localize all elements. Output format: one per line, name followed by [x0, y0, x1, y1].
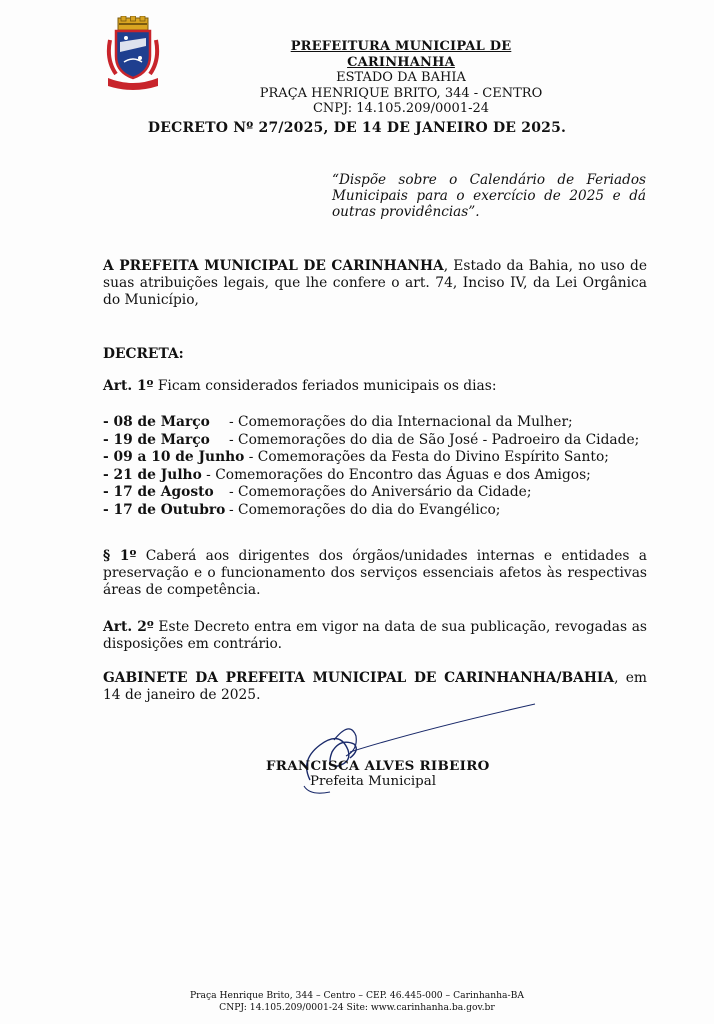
article-1-label: Art. 1º	[103, 378, 154, 394]
holiday-description: - Comemorações do dia Internacional da Mulher;	[229, 414, 573, 430]
holiday-description: - Comemorações do Encontro das Águas e dos Amigos;	[201, 466, 591, 483]
footer-address: Praça Henrique Brito, 344 – Centro – CEP. 46.445-000 – Carinhanha-BA	[189, 990, 525, 1001]
article-1-text: Ficam considerados feriados municipais os dias:	[153, 378, 497, 394]
holiday-date: - 17 de Agosto	[103, 484, 214, 500]
paragraph-1-text: Caberá aos dirigentes dos órgãos/unidades internas e entidades a preservação e o funcionamento dos serviços essenciais afetos às respectivas áreas de competência.	[103, 548, 647, 598]
municipal-crest-logo	[104, 16, 162, 94]
article-2-label: Art. 2º	[103, 619, 154, 635]
preamble-bold: A PREFEITA MUNICIPAL DE CARINHANHA	[103, 258, 444, 274]
org-address: PRAÇA HENRIQUE BRITO, 344 - CENTRO	[259, 85, 543, 101]
decreta-heading: DECRETA:	[103, 346, 184, 362]
holiday-date: - 08 de Março	[103, 414, 210, 430]
org-name: PREFEITURA MUNICIPAL DE CARINHANHA	[290, 39, 512, 70]
closing-text: , em 14 de janeiro de 2025.	[103, 670, 647, 703]
holiday-description: - Comemorações da Festa do Divino Espírito Santo;	[244, 449, 609, 465]
closing-bold: GABINETE DA PREFEITA MUNICIPAL DE CARINHANHA/BAHIA	[103, 670, 615, 686]
decree-summary: “Dispõe sobre o Calendário de Feriados Municipais para o exercício de 2025 e dá outras providências”.	[332, 172, 646, 220]
holiday-date: - 17 de Outubro	[103, 501, 226, 518]
holiday-item	[103, 502, 663, 520]
preamble-paragraph	[103, 258, 647, 309]
holiday-date: - 09 a 10 de Junho	[103, 449, 245, 465]
article-2-text: Este Decreto entra em vigor na data de sua publicação, revogadas as disposições em contrário.	[103, 619, 647, 652]
holiday-date: - 21 de Julho	[103, 466, 202, 483]
state-name: ESTADO DA BAHIA	[336, 70, 466, 85]
holiday-description: - Comemorações do dia de São José - Padroeiro da Cidade;	[229, 431, 640, 448]
page-footer	[0, 990, 714, 1013]
preamble-text: , Estado da Bahia, no uso de suas atribuições legais, que lhe confere o art. 74, Inciso IV, da Lei Orgânica do Município,	[103, 258, 647, 308]
letterhead	[246, 39, 556, 117]
holiday-list	[103, 414, 663, 519]
article-2	[103, 619, 647, 653]
article-1	[103, 378, 647, 395]
footer-cnpj-site: CNPJ: 14.105.209/0001-24 Site: www.carinhanha.ba.gov.br	[219, 1001, 495, 1013]
holiday-description: - Comemorações do dia do Evangélico;	[229, 501, 501, 518]
holiday-item	[103, 414, 663, 432]
holiday-item	[103, 484, 663, 502]
paragraph-1	[103, 548, 647, 599]
paragraph-1-label: § 1º	[103, 548, 137, 564]
signer-role: Prefeita Municipal	[310, 774, 436, 789]
signer-name: FRANCISCA ALVES RIBEIRO	[266, 758, 490, 774]
holiday-item	[103, 467, 663, 485]
holiday-item	[103, 432, 663, 450]
holiday-item	[103, 449, 663, 467]
closing-paragraph	[103, 670, 647, 704]
holiday-date: - 19 de Março	[103, 431, 210, 448]
org-cnpj: CNPJ: 14.105.209/0001-24	[312, 101, 490, 116]
holiday-description: - Comemorações do Aniversário da Cidade;	[229, 484, 532, 500]
decree-title: DECRETO Nº 27/2025, DE 14 DE JANEIRO DE 2025.	[147, 120, 567, 136]
